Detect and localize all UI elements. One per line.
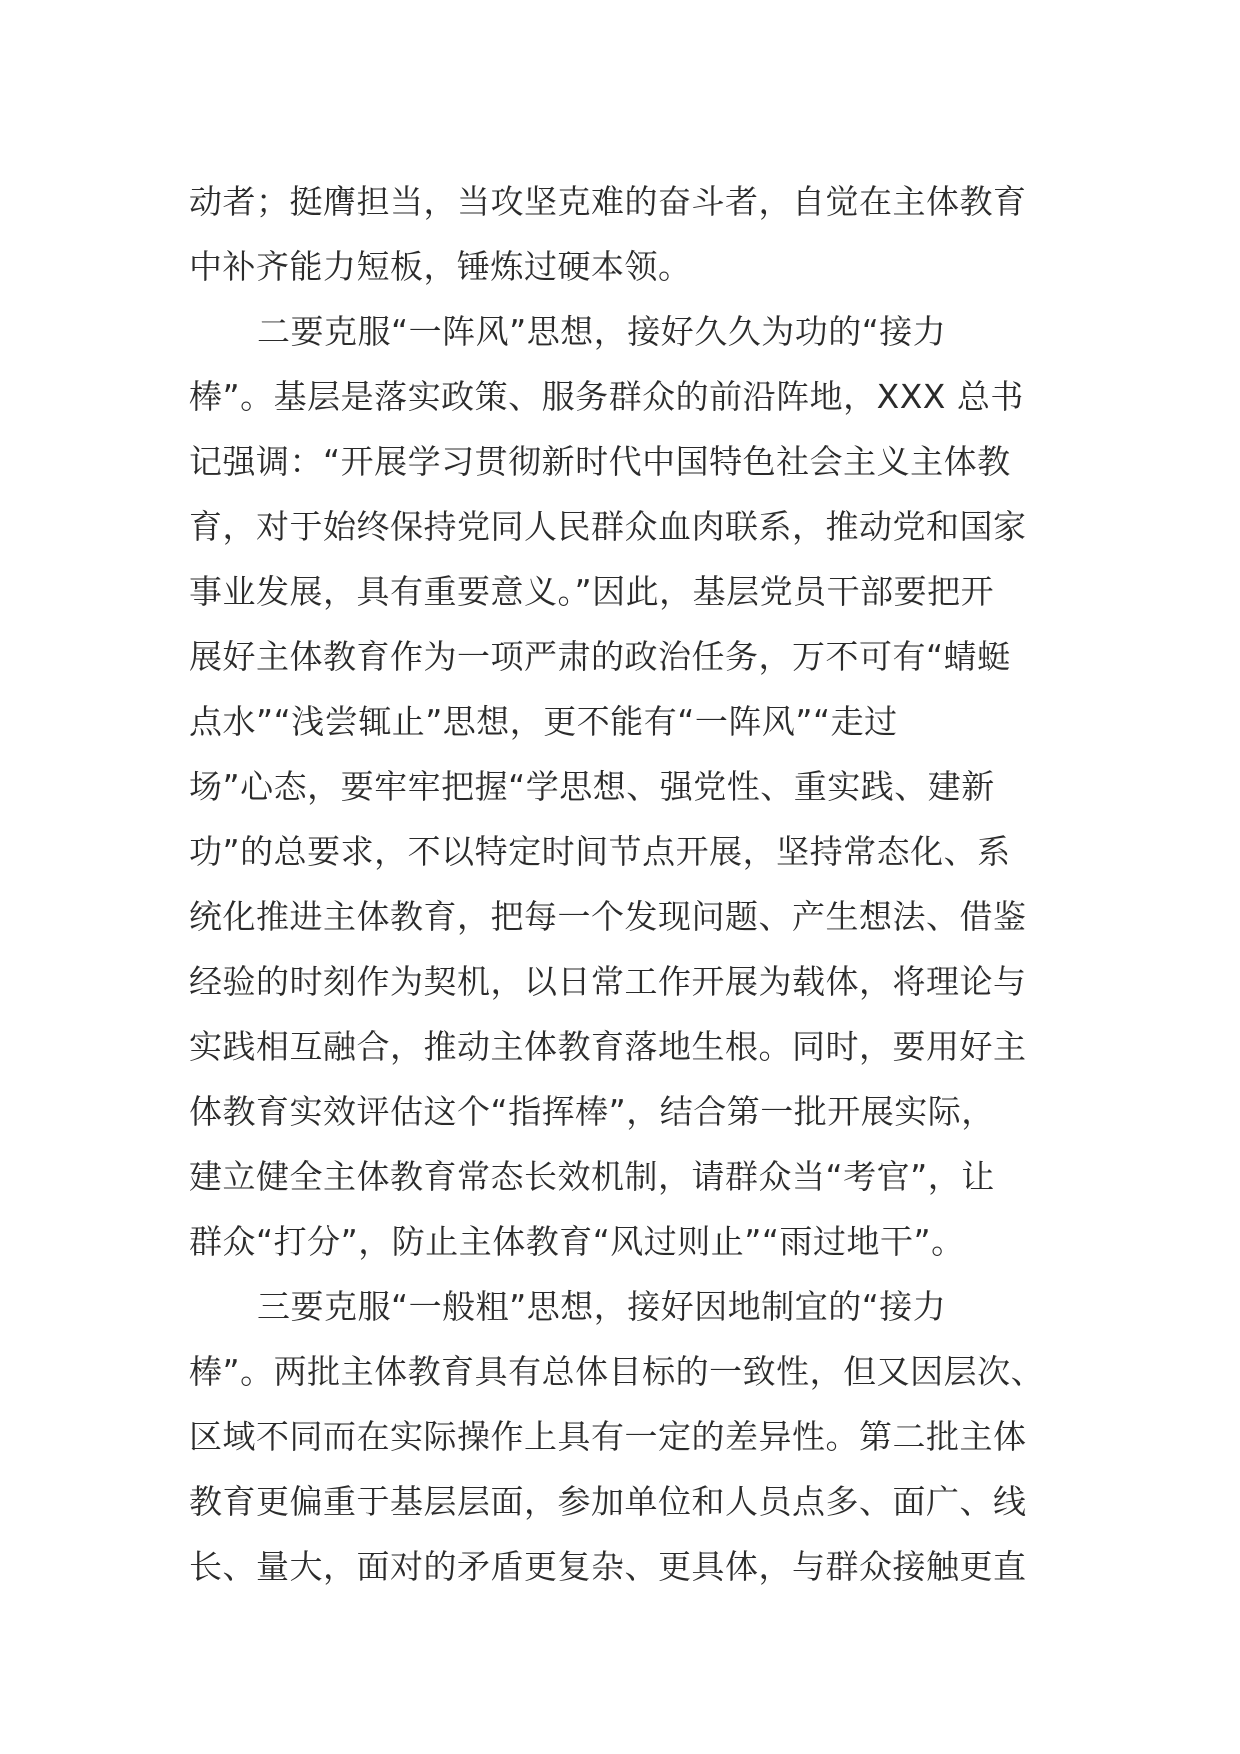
document-page [189,169,1069,1599]
text-line: 育，对于始终保持党同人民群众血肉联系，推动党和国家 [189,507,1027,546]
paragraph-2 [189,299,1069,1274]
text-line: 群众“打分”，防止主体教育“风过则止”“雨过地干”。 [189,1222,965,1261]
text-line: 动者；挺膺担当，当攻坚克难的奋斗者，自觉在主体教育 [189,182,1027,221]
text-line: 教育更偏重于基层层面，参加单位和人员点多、面广、线 [189,1482,1027,1521]
text-line: 建立健全主体教育常态长效机制，请群众当“考官”，让 [189,1157,995,1196]
text-line-first: 二要克服“一阵风”思想，接好久久为功的“接力 [257,312,947,351]
text-line: 区域不同而在实际操作上具有一定的差异性。第二批主体 [189,1417,1027,1456]
text-line: 展好主体教育作为一项严肃的政治任务，万不可有“蜻蜓 [189,637,1011,676]
text-line: 长、量大，面对的矛盾更复杂、更具体，与群众接触更直 [189,1547,1027,1586]
text-line: 中补齐能力短板，锤炼过硬本领。 [189,247,692,286]
text-line-first: 三要克服“一般粗”思想，接好因地制宜的“接力 [257,1287,947,1326]
text-line: 功”的总要求，不以特定时间节点开展，坚持常态化、系 [189,832,1011,871]
paragraph-1 [189,169,1069,299]
text-line: 统化推进主体教育，把每一个发现问题、产生想法、借鉴 [189,897,1027,936]
text-line: 事业发展，具有重要意义。”因此，基层党员干部要把开 [189,572,995,611]
text-line: 点水”“浅尝辄止”思想，更不能有“一阵风”“走过 [189,702,898,741]
text-line: 体教育实效评估这个“指挥棒”，结合第一批开展实际， [189,1092,995,1131]
text-line: 记强调：“开展学习贯彻新时代中国特色社会主义主体教 [189,442,1011,481]
text-line: 棒”。基层是落实政策、服务群众的前沿阵地，XXX 总书 [189,377,1024,416]
text-line: 经验的时刻作为契机，以日常工作开展为载体，将理论与 [189,962,1027,1001]
text-line: 棒”。两批主体教育具有总体目标的一致性，但又因层次、 [189,1352,1045,1391]
text-line: 场”心态，要牢牢把握“学思想、强党性、重实践、建新 [189,767,995,806]
paragraph-3 [189,1274,1069,1599]
text-line: 实践相互融合，推动主体教育落地生根。同时，要用好主 [189,1027,1027,1066]
